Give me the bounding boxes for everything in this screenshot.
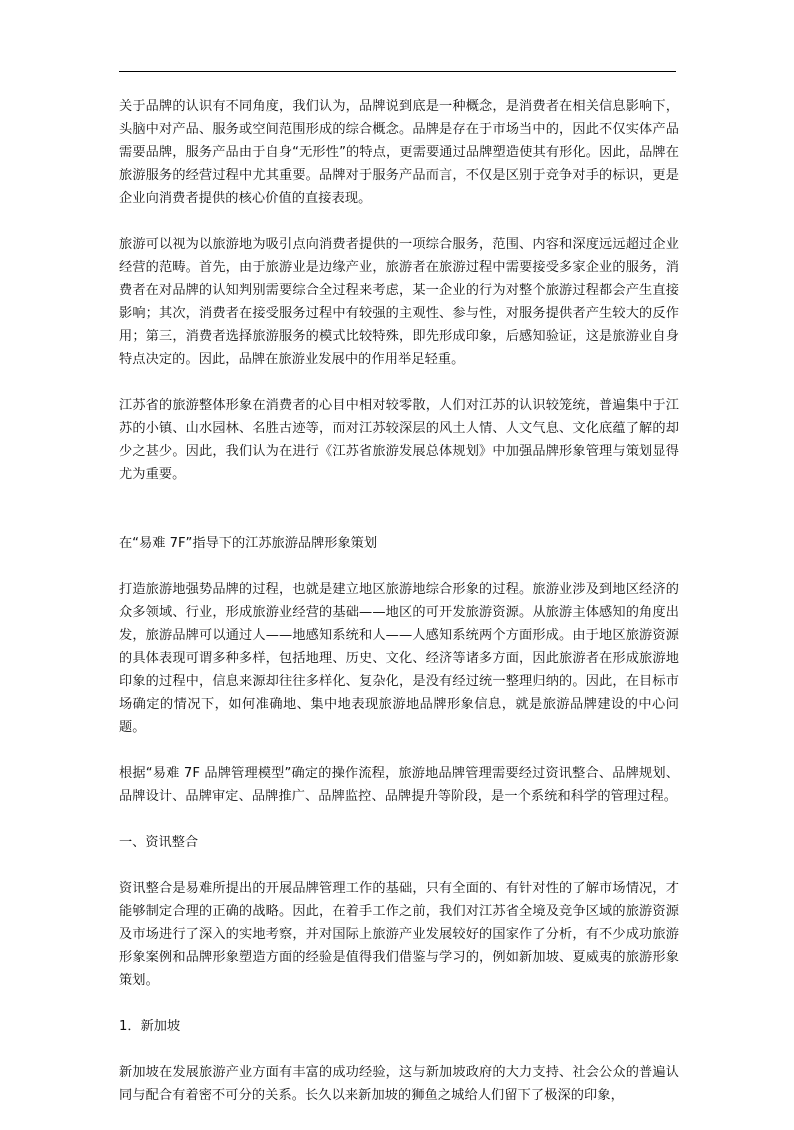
section-title: 在“易难 7F”指导下的江苏旅游品牌形象策划 [119,536,378,551]
paragraph-7f-model: 根据“易难 7F 品牌管理模型”确定的操作流程，旅游地品牌管理需要经过资讯整合、品牌规划、品牌设计、品牌审定、品牌推广、品牌监控、品牌提升等阶段，是一个系统和科学的管理过程。 [119,766,679,804]
subheading-singapore: 1．新加坡 [119,1019,181,1034]
paragraph-singapore: 新加坡在发展旅游产业方面有丰富的成功经验，这与新加坡政府的大力支持、社会公众的普遍认同与配合有着密不可分的关系。长久以来新加坡的狮鱼之城给人们留下了极深的印象， [119,1065,679,1103]
subheading-info-integration: 一、资讯整合 [119,835,199,850]
paragraph-brand-concept: 关于品牌的认识有不同角度，我们认为，品牌说到底是一种概念，是消费者在相关信息影响下，头脑中对产品、服务或空间范围形成的综合概念。品牌是存在于市场当中的，因此不仅实体产品需要品牌，服务产品由于自身“无形性”的特点，更需要通过品牌塑造使其有形化。因此，品牌在旅游服务的经营过程中尤其重要。品牌对于服务产品而言，不仅是区别于竞争对手的标识，更是企业向消费者提供的核心价值的直接表现。 [119,99,679,206]
header-rule [119,71,676,72]
paragraph-strong-brand: 打造旅游地强势品牌的过程，也就是建立地区旅游地综合形象的过程。旅游业涉及到地区经济的众多领域、行业，形成旅游业经营的基础——地区的可开发旅游资源。从旅游主体感知的角度出发，旅游品牌可以通过人——地感知系统和人——人感知系统两个方面形成。由于地区旅游资源的具体表现可谓多种多样，包括地理、历史、文化、经济等诸多方面，因此旅游者在形成旅游地印象的过程中，信息来源却往往多样化、复杂化，是没有经过统一整理归纳的。因此，在目标市场确定的情况下，如何准确地、集中地表现旅游地品牌形象信息，就是旅游品牌建设的中心问题。 [119,582,679,735]
paragraph-info-integration: 资讯整合是易难所提出的开展品牌管理工作的基础，只有全面的、有针对性的了解市场情况，才能够制定合理的正确的战略。因此，在着手工作之前，我们对江苏省全境及竞争区域的旅游资源及市场进行了深入的实地考察，并对国际上旅游产业发展较好的国家作了分析，有不少成功旅游形象案例和品牌形象塑造方面的经验是值得我们借鉴与学习的，例如新加坡、夏威夷的旅游形象策划。 [119,881,679,988]
paragraph-tourism-service: 旅游可以视为以旅游地为吸引点向消费者提供的一项综合服务，范围、内容和深度远远超过企业经营的范畴。首先，由于旅游业是边缘产业，旅游者在旅游过程中需要接受多家企业的服务，消费者在对品牌的认知判别需要综合全过程来考虑，某一企业的行为对整个旅游过程都会产生直接影响；其次，消费者在接受服务过程中有较强的主观性、参与性，对服务提供者产生较大的反作用；第三，消费者选择旅游服务的模式比较特殊，即先形成印象，后感知验证，这是旅游业自身特点决定的。因此，品牌在旅游业发展中的作用举足轻重。 [119,237,679,367]
paragraph-jiangsu-image: 江苏省的旅游整体形象在消费者的心目中相对较零散，人们对江苏的认识较笼统，普遍集中于江苏的小镇、山水园林、名胜古迹等，而对江苏较深层的风土人情、人文气息、文化底蕴了解的却少之甚少。因此，我们认为在进行《江苏省旅游发展总体规划》中加强品牌形象管理与策划显得尤为重要。 [119,398,679,482]
document-body [119,95,679,1130]
